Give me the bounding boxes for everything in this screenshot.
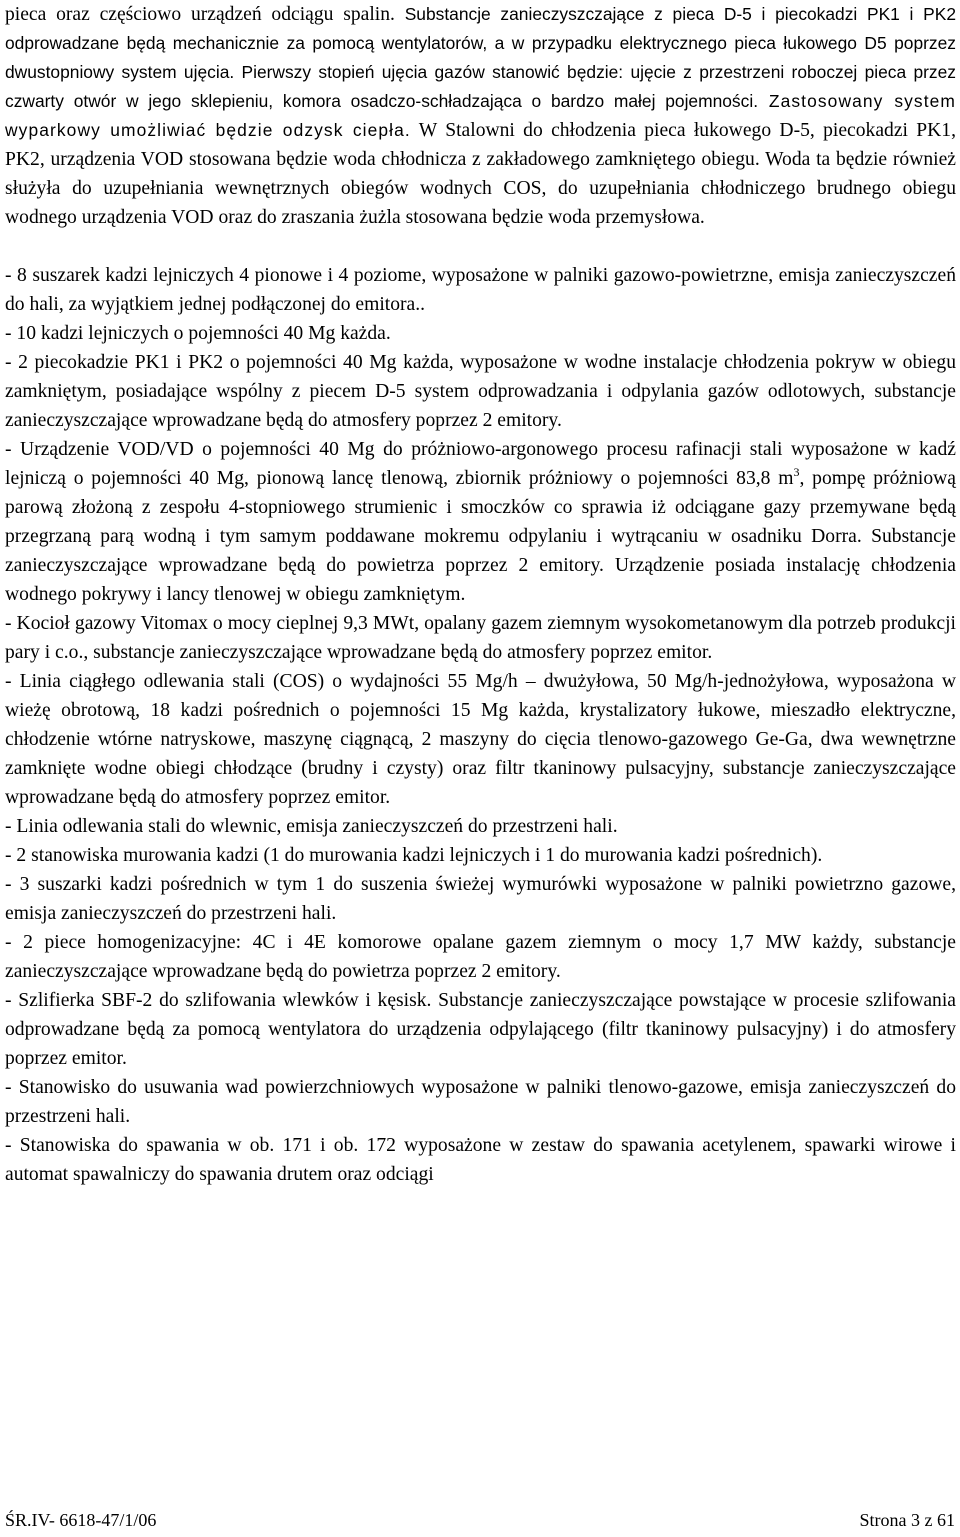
intro-sentence-3: Zastosowany system wyparkowy umożliwiać będzie odzysk ciepła. <box>5 91 956 140</box>
list-item-cos: - Linia ciągłego odlewania stali (COS) o wydajności 55 Mg/h – dwużyłowa, 50 Mg/h-jednożyłowa, wyposażona w wieżę obrotową, 18 kadzi pośrednich o pojemności 15 Mg każda, krystalizatory łukowe, mieszadło elektryczne, chłodzenie wtórne natryskowe, maszynę ciągnącą, 2 maszyny do cięcia tlenowo-gazowego Ge-Ga, dwa wewnętrzne zamknięte wodne obiegi chłodzące (brudny i czysty) oraz filtr tkaninowy pulsacyjny, substancje zanieczyszczające wprowadzane będą do atmosfery poprzez emitor. <box>5 671 956 808</box>
intro-sentence-2: Substancje zanieczyszczające z pieca D-5 i piecokadzi PK1 i PK2 odprowadzane będą mechanicznie za pomocą wentylatorów, a w przypadku elektrycznego pieca łukowego D5 poprzez dwustopniowy system ujęcia. Pierwszy stopień ujęcia gazów stanowić będzie: ujęcie z przestrzeni roboczej pieca przez czwarty otwór w jego sklepieniu, komora osadczo-schładzająca o bardzo małej pojemności. <box>5 4 956 111</box>
intro-sentence-4: W Stalowni do chłodzenia pieca łukowego D-5, piecokadzi PK1, PK2, urządzenia VOD stosowana będzie woda chłodnicza z zakładowego zamkniętego obiegu. Woda ta będzie również służyła do uzupełniania wewnętrznych obiegów wodnych COS, do uzupełniania chłodniczego brudnego obiegu wodnego urządzenia VOD oraz do zraszania żużla stosowana będzie woda przemysłowa. <box>5 120 956 228</box>
vod-text-start: - Urządzenie VOD/VD o pojemności 40 Mg do próżniowo-argonowego procesu rafinacji stali wyposażone w kadź lejniczą o pojemności 40 Mg, pionową lancę tlenową, zbiornik próżniowy o pojemności 83,8 m <box>5 439 956 489</box>
paragraph-spacer <box>5 232 956 261</box>
page-number: Strona 3 z 61 <box>859 1510 955 1530</box>
vod-text-end: , pompę próżniową parową złożoną z zespołu 4-stopniowego strumienic i smoczków co sprawia iż odciągane gazy przemywane będą przegrzaną parą wodną i tym samym poddawane mokremu odpylaniu i wytrącaniu w osadniku Dorra. Substancje zanieczyszczające wprowadzane będą do powietrza poprzez 2 emitory. Urządzenie posiada instalację chłodzenia wodnego pokrywy i lancy tlenowej w obiegu zamkniętym. <box>5 468 956 605</box>
list-item-spawanie: - Stanowiska do spawania w ob. 171 i ob. 172 wyposażone w zestaw do spawania acetylenem, spawarki wirowe i automat spawalniczy do spawania drutem oraz odciągi <box>5 1135 956 1185</box>
list-item-kadzie: - 10 kadzi lejniczych o pojemności 40 Mg każda. <box>5 323 391 344</box>
document-page <box>5 0 956 1189</box>
intro-paragraph <box>5 0 956 232</box>
list-item-usuwanie-wad: - Stanowisko do usuwania wad powierzchniowych wyposażone w palniki tlenowo-gazowe, emisja zanieczyszczeń do przestrzeni hali. <box>5 1077 956 1127</box>
document-reference: ŚR.IV- 6618-47/1/06 <box>5 1510 157 1530</box>
list-item-kociol: - Kocioł gazowy Vitomax o mocy cieplnej 9,3 MWt, opalany gazem ziemnym wysokometanowym dla potrzeb produkcji pary i c.o., substancje zanieczyszczające wprowadzane będą do atmosfery poprzez emitor. <box>5 613 956 663</box>
list-item-suszarki: - 8 suszarek kadzi lejniczych 4 pionowe i 4 poziome, wyposażone w palniki gazowo-powietrzne, emisja zanieczyszczeń do hali, za wyjątkiem jednej podłączonej do emitora.. <box>5 265 956 315</box>
list-item-wlewnice: - Linia odlewania stali do wlewnic, emisja zanieczyszczeń do przestrzeni hali. <box>5 816 618 837</box>
intro-sentence-1: pieca oraz częściowo urządzeń odciągu spalin. <box>5 4 405 25</box>
list-item-murowanie: - 2 stanowiska murowania kadzi (1 do murowania kadzi lejniczych i 1 do murowania kadzi pośrednich). <box>5 845 823 866</box>
list-item-piecokadzie: - 2 piecokadzie PK1 i PK2 o pojemności 40 Mg każda, wyposażone w wodne instalacje chłodzenia pokryw w obiegu zamkniętym, posiadające wspólny z piecem D-5 system odprowadzania i odpylania gazów odlotowych, substancje zanieczyszczające wprowadzane będą do atmosfery poprzez 2 emitory. <box>5 352 956 431</box>
list-item-suszarki-posrednie: - 3 suszarki kadzi pośrednich w tym 1 do suszenia świeżej wymurówki wyposażone w palniki powietrzno gazowe, emisja zanieczyszczeń do przestrzeni hali. <box>5 874 956 924</box>
list-item-piece-homogenizacyjne: - 2 piece homogenizacyjne: 4C i 4E komorowe opalane gazem ziemnym o mocy 1,7 MW każdy, substancje zanieczyszczające wprowadzane będą do powietrza poprzez 2 emitory. <box>5 932 956 982</box>
vod-superscript: 3 <box>793 465 800 479</box>
list-item-vod <box>5 435 956 609</box>
list-item-szlifierka: - Szlifierka SBF-2 do szlifowania wlewków i kęsisk. Substancje zanieczyszczające powstające w procesie szlifowania odprowadzane będą za pomocą wentylatora do urządzenia odpylającego (filtr tkaninowy pulsacyjny) i do atmosfery poprzez emitor. <box>5 990 956 1069</box>
page-footer <box>5 1508 955 1532</box>
